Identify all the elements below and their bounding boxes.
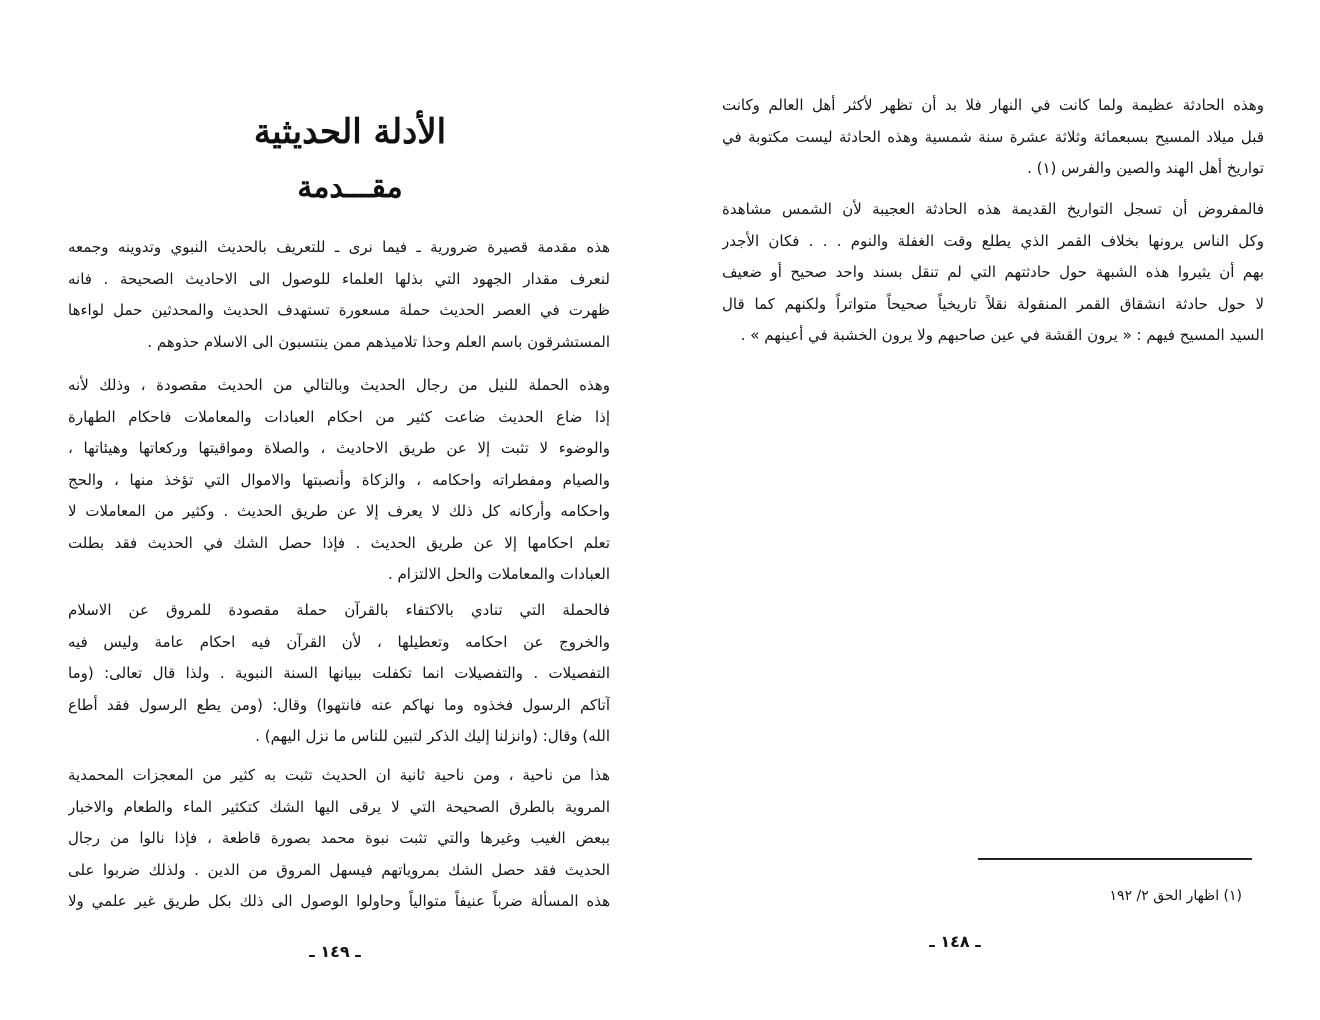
text-line: وهذه الحادثة عظيمة ولما كانت في النهار فلا بد أن تظهر لأكثر أهل العالم وكانت [722, 96, 1264, 114]
text-line: والخروج عن احكامه وتعطيلها ، لأن القرآن فيه احكام عامة وليس فيه [68, 632, 610, 651]
text-line: وهذه الحملة للنيل من رجال الحديث وبالتالي من الحديث مقصودة ، وذلك لأنه [68, 376, 610, 394]
footnote-divider [978, 858, 1252, 860]
page-number: ـ ١٤٨ ـ [929, 932, 981, 951]
text-line: إذا ضاع الحديث ضاعت كثير من احكام العبادات والمعاملات فاحكام الطهارة [68, 407, 610, 426]
paragraph-2 [68, 370, 610, 591]
left-page [40, 0, 630, 1020]
right-page [700, 0, 1280, 1020]
text-line: آتاكم الرسول فخذوه وما نهاكم عنه فانتهوا) وقال: (ومن يطع الرسول فقد أطاع [68, 695, 610, 714]
text-line: والوضوء لا تثبت إلا عن طريق الاحاديث ، والصلاة ومواقيتها وركعاتها وهيئاتها ، [68, 439, 610, 457]
paragraph-1 [68, 232, 610, 358]
chapter-title: الأدلة الحديثية [253, 112, 447, 152]
text-line: السيد المسيح فيهم : « يرون القشة في عين صاحبهم ولا يرون الخشبة في أعينهم » . [740, 326, 1264, 344]
text-line: التفصيلات . والتفصيلات انما تكفلت ببيانها السنة النبوية . ولذا قال تعالى: (وما [68, 664, 610, 682]
text-line: ظهرت في العصر الحديث حملة مسعورة تستهدف الحديث والمحدثين حمل لواءها [68, 301, 610, 319]
page-number: ـ ١٤٩ ـ [309, 942, 361, 961]
footnote: (١) اظهار الحق ٢/ ١٩٢ [1109, 888, 1242, 904]
text-line: الله) وقال: (وانزلنا إليك الذكر لتبين للناس ما نزل اليهم) . [255, 727, 610, 745]
text-line: قبل ميلاد المسيح بسبعمائة وثلاثة عشرة سنة شمسية وهذه الحادثة ليست مكتوبة في [722, 127, 1264, 146]
text-line: العبادات والمعاملات والحل الالتزام . [387, 565, 610, 583]
text-line: وكل الناس يرونها بخلاف القمر الذي يطلع وقت الغفلة والنوم . . . فكان الأجدر [722, 231, 1264, 250]
chapter-subtitle: مقـــدمة [297, 170, 403, 205]
text-line: تعلم احكامها إلا عن طريق الحديث . فإذا حصل الشك في الحديث فقد بطلت [68, 533, 610, 552]
text-line: واحكامه وأركانه كل ذلك لا يعرف إلا عن طريق الحديث . وكثير من المعاملات لا [68, 502, 610, 520]
text-line: تواريخ أهل الهند والصين والفرس (١) . [1027, 159, 1264, 177]
text-line: بهم أن يثيروا هذه الشبهة حول حادثتهم التي لم تنقل بسند واحد صحيح أو ضعيف [722, 263, 1264, 281]
text-line: والصيام ومفطراته واحكامه ، والزكاة وأنصبتها والاموال التي تؤخذ منها ، والحج [68, 470, 610, 489]
paragraph-1 [722, 90, 1264, 185]
paragraph-4 [68, 760, 610, 918]
text-line: هذه المسألة ضرباً عنيفاً متوالياً وحاولوا الوصول الى ذلك بكل طريق غير علمي ولا [68, 892, 610, 910]
text-line: لا حول حادثة انشقاق القمر المنقولة نقلاً تاريخياً صحيحاً متواتراً ولكنهم كما قال [722, 294, 1264, 313]
text-line: هذه مقدمة قصيرة ضرورية ـ فيما نرى ـ للتعريف بالحديث النبوي وتدوينه وجمعه [68, 238, 610, 256]
text-line: المروية بالطرق الصحيحة التي لا يرقى اليها الشك كتكثير الماء والطعام والاخبار [68, 797, 610, 816]
text-line: فالحملة التي تنادي بالاكتفاء بالقرآن حملة مقصودة للمروق عن الاسلام [68, 601, 610, 619]
text-line: فالمفروض أن تسجل التواريخ القديمة هذه الحادثة العجيبة لأن الشمس مشاهدة [722, 200, 1264, 218]
text-line: ببعض الغيب وغيرها والتي تثبت نبوة محمد بصورة قاطعة ، فإذا نالوا من رجال [68, 829, 610, 847]
text-line: المستشرقون باسم العلم وحذا تلاميذهم ممن ينتسبون الى الاسلام حذوهم . [147, 332, 610, 351]
text-line: الحديث فقد حصل الشك بمروياتهم فيسهل المروق من الدين . ولذلك ضربوا على [68, 860, 610, 879]
text-line: لنعرف مقدار الجهود التي بذلها العلماء للوصول الى الاحاديث الصحيحة . فانه [68, 269, 610, 288]
text-line: هذا من ناحية ، ومن ناحية ثانية ان الحديث تثبت به كثير من المعجزات المحمدية [68, 766, 610, 784]
paragraph-2 [722, 194, 1264, 352]
paragraph-3 [68, 595, 610, 753]
